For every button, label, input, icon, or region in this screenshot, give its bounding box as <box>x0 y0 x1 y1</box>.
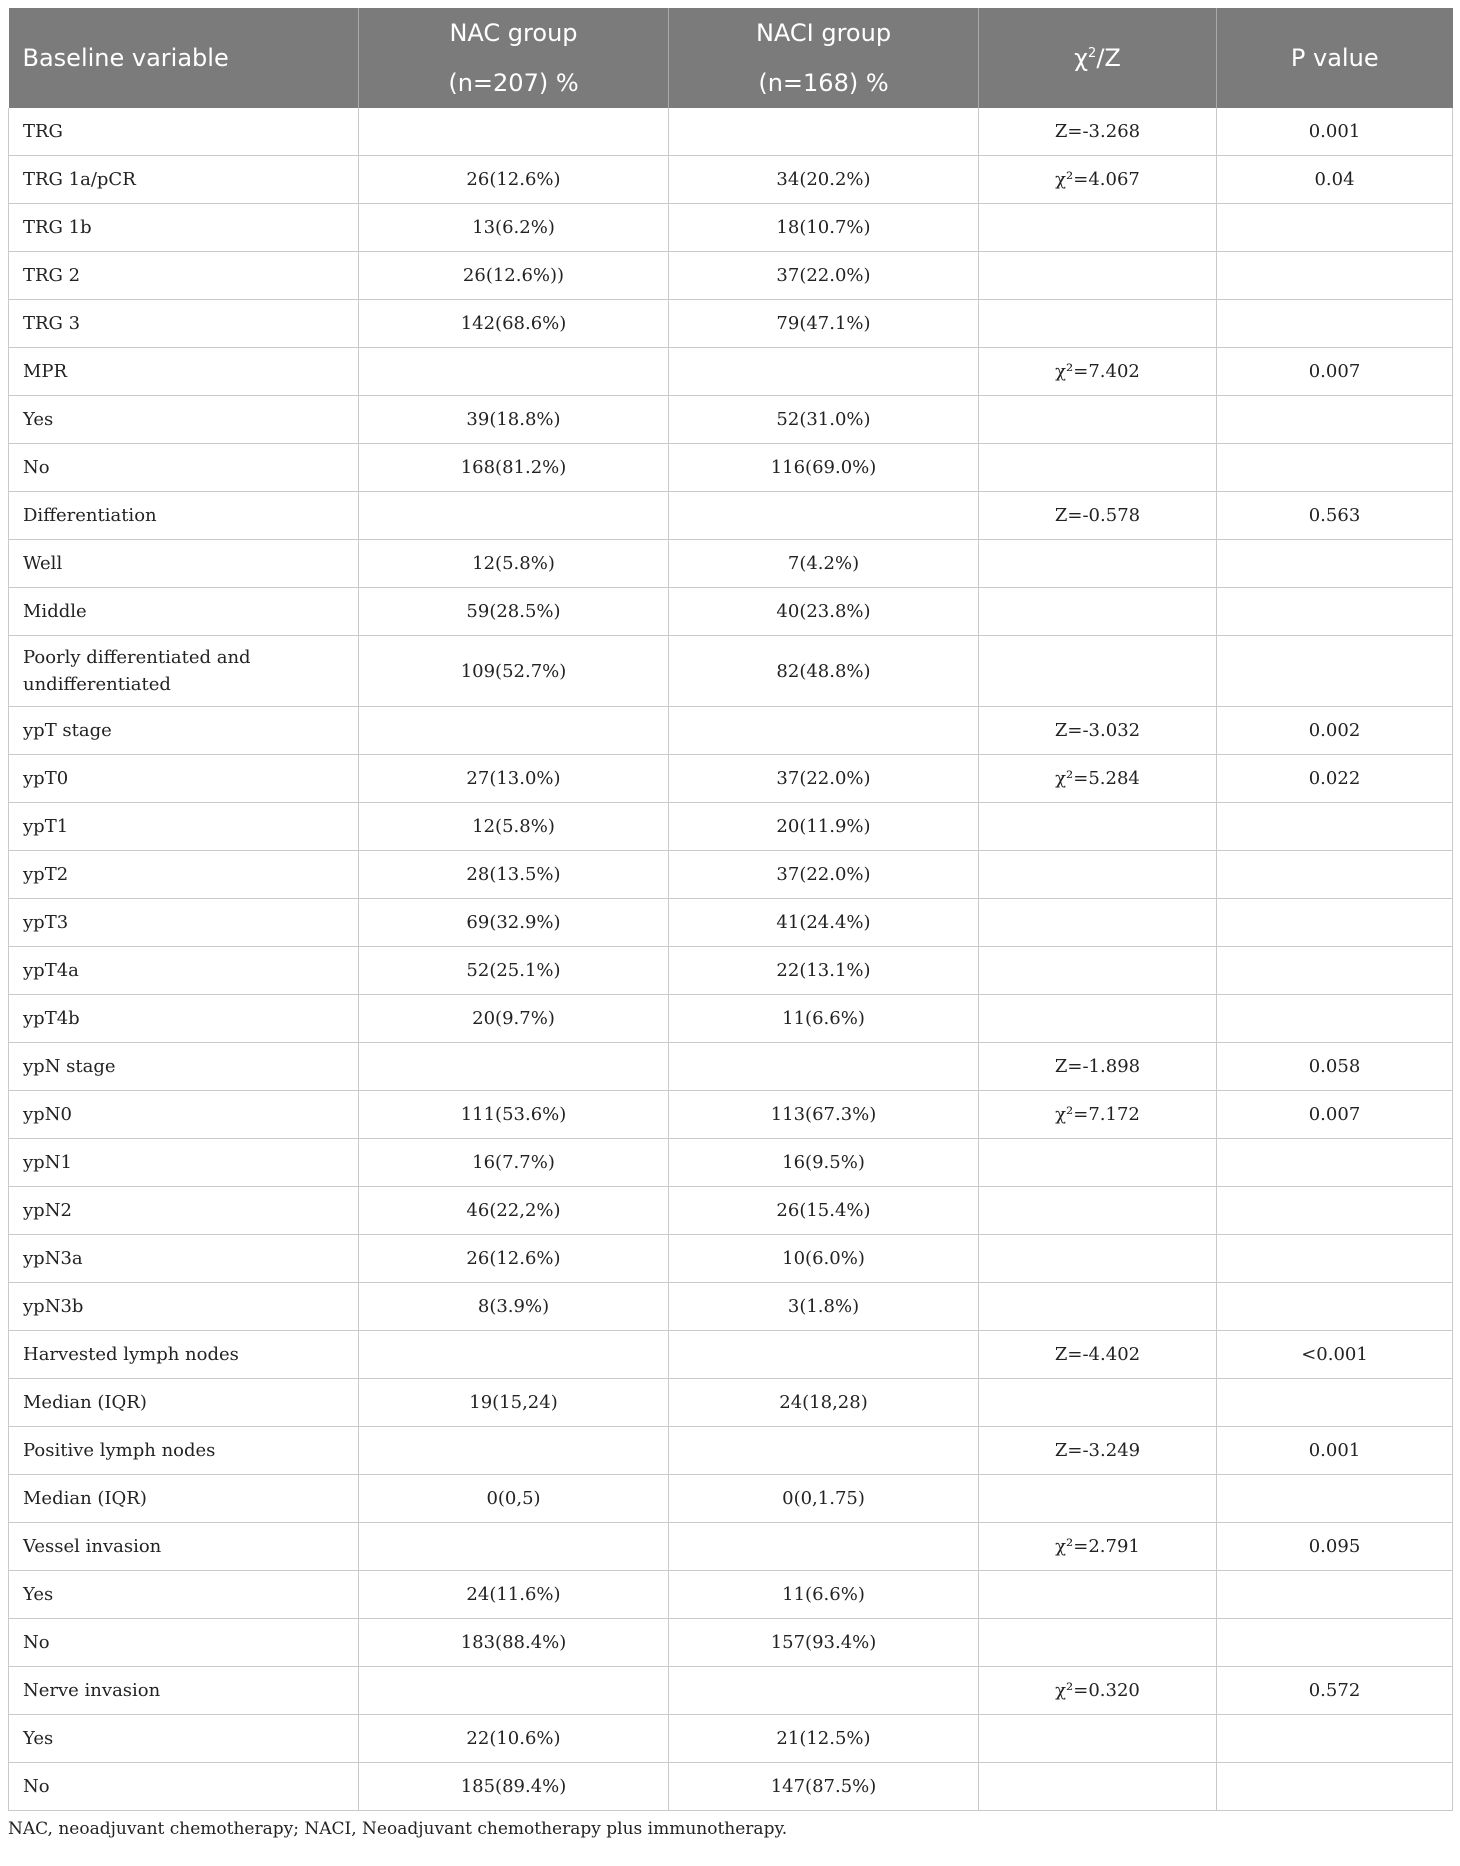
nac-value: 27(13.0%) <box>359 755 669 803</box>
table-row <box>9 1427 1453 1475</box>
row-label: Differentiation <box>9 492 359 540</box>
nac-value <box>359 108 669 156</box>
nac-value: 16(7.7%) <box>359 1139 669 1187</box>
naci-value <box>669 707 979 755</box>
p-value <box>1217 396 1453 444</box>
row-label: MPR <box>9 348 359 396</box>
header-stat-tail: /Z <box>1096 44 1121 72</box>
row-label: ypT stage <box>9 707 359 755</box>
nac-value: 0(0,5) <box>359 1475 669 1523</box>
table-row <box>9 1139 1453 1187</box>
nac-value: 24(11.6%) <box>359 1571 669 1619</box>
p-value: 0.002 <box>1217 707 1453 755</box>
naci-value: 24(18,28) <box>669 1379 979 1427</box>
naci-value <box>669 348 979 396</box>
naci-value <box>669 1427 979 1475</box>
baseline-table <box>8 8 1453 1811</box>
stat-value: Z=-0.578 <box>979 492 1217 540</box>
row-label: Yes <box>9 1571 359 1619</box>
stat-value: Z=-3.249 <box>979 1427 1217 1475</box>
header-naci <box>669 8 979 108</box>
stat-value: Z=-3.268 <box>979 108 1217 156</box>
table-row <box>9 1379 1453 1427</box>
table-row <box>9 995 1453 1043</box>
nac-value: 168(81.2%) <box>359 444 669 492</box>
nac-value <box>359 1043 669 1091</box>
nac-value <box>359 348 669 396</box>
stat-value: χ²=4.067 <box>979 156 1217 204</box>
stat-value: χ²=0.320 <box>979 1667 1217 1715</box>
table-row <box>9 1331 1453 1379</box>
naci-value: 40(23.8%) <box>669 588 979 636</box>
row-label: Vessel invasion <box>9 1523 359 1571</box>
row-label: Median (IQR) <box>9 1379 359 1427</box>
nac-value <box>359 1427 669 1475</box>
p-value <box>1217 995 1453 1043</box>
naci-value: 26(15.4%) <box>669 1187 979 1235</box>
nac-value <box>359 1331 669 1379</box>
stat-value <box>979 803 1217 851</box>
p-value <box>1217 1283 1453 1331</box>
nac-value <box>359 1523 669 1571</box>
nac-value: 22(10.6%) <box>359 1715 669 1763</box>
stat-value <box>979 396 1217 444</box>
stat-value <box>979 444 1217 492</box>
p-value <box>1217 1763 1453 1811</box>
p-value: 0.058 <box>1217 1043 1453 1091</box>
row-label: Yes <box>9 396 359 444</box>
naci-value <box>669 1331 979 1379</box>
stat-value <box>979 1187 1217 1235</box>
nac-value: 69(32.9%) <box>359 899 669 947</box>
p-value: 0.001 <box>1217 108 1453 156</box>
row-label: Middle <box>9 588 359 636</box>
nac-value <box>359 492 669 540</box>
table-row <box>9 396 1453 444</box>
p-value: 0.007 <box>1217 1091 1453 1139</box>
row-label: TRG <box>9 108 359 156</box>
nac-value: 59(28.5%) <box>359 588 669 636</box>
row-label: Median (IQR) <box>9 1475 359 1523</box>
row-label: ypN3a <box>9 1235 359 1283</box>
naci-value: 18(10.7%) <box>669 204 979 252</box>
table-row <box>9 108 1453 156</box>
stat-value <box>979 995 1217 1043</box>
row-label: Harvested lymph nodes <box>9 1331 359 1379</box>
naci-value: 11(6.6%) <box>669 1571 979 1619</box>
stat-value: Z=-3.032 <box>979 707 1217 755</box>
p-value: 0.001 <box>1217 1427 1453 1475</box>
naci-value <box>669 492 979 540</box>
table-row <box>9 1523 1453 1571</box>
p-value <box>1217 803 1453 851</box>
header-naci-line1: NACI group <box>755 19 892 47</box>
p-value: 0.563 <box>1217 492 1453 540</box>
nac-value: 26(12.6%) <box>359 1235 669 1283</box>
stat-value <box>979 1139 1217 1187</box>
header-nac-line2: (n=207) % <box>448 69 579 97</box>
stat-value <box>979 1715 1217 1763</box>
p-value <box>1217 444 1453 492</box>
naci-value: 16(9.5%) <box>669 1139 979 1187</box>
naci-value: 21(12.5%) <box>669 1715 979 1763</box>
p-value <box>1217 1379 1453 1427</box>
naci-value: 22(13.1%) <box>669 947 979 995</box>
table-row <box>9 947 1453 995</box>
naci-value <box>669 1523 979 1571</box>
table-row <box>9 540 1453 588</box>
naci-value: 20(11.9%) <box>669 803 979 851</box>
p-value <box>1217 1235 1453 1283</box>
row-label: ypT0 <box>9 755 359 803</box>
row-label: ypT4b <box>9 995 359 1043</box>
row-label: Positive lymph nodes <box>9 1427 359 1475</box>
header-naci-line2: (n=168) % <box>758 69 889 97</box>
p-value <box>1217 851 1453 899</box>
naci-value: 52(31.0%) <box>669 396 979 444</box>
p-value: 0.572 <box>1217 1667 1453 1715</box>
nac-value <box>359 1667 669 1715</box>
stat-value <box>979 540 1217 588</box>
naci-value: 37(22.0%) <box>669 851 979 899</box>
table-row <box>9 1235 1453 1283</box>
table-row <box>9 444 1453 492</box>
stat-value <box>979 1571 1217 1619</box>
p-value <box>1217 1715 1453 1763</box>
table-row <box>9 1475 1453 1523</box>
stat-value <box>979 588 1217 636</box>
row-label: No <box>9 444 359 492</box>
nac-value: 183(88.4%) <box>359 1619 669 1667</box>
row-label: Yes <box>9 1715 359 1763</box>
footnote: NAC, neoadjuvant chemotherapy; NACI, Neoadjuvant chemotherapy plus immunotherapy. <box>8 1819 788 1839</box>
naci-value: 34(20.2%) <box>669 156 979 204</box>
nac-value: 26(12.6%)) <box>359 252 669 300</box>
table-row <box>9 156 1453 204</box>
p-value <box>1217 1139 1453 1187</box>
row-label: TRG 1b <box>9 204 359 252</box>
stat-value: χ²=7.402 <box>979 348 1217 396</box>
table-row <box>9 1283 1453 1331</box>
naci-value: 157(93.4%) <box>669 1619 979 1667</box>
p-value: 0.04 <box>1217 156 1453 204</box>
stat-value <box>979 252 1217 300</box>
p-value: 0.022 <box>1217 755 1453 803</box>
p-value <box>1217 899 1453 947</box>
p-value <box>1217 636 1453 707</box>
naci-value: 0(0,1.75) <box>669 1475 979 1523</box>
nac-value: 8(3.9%) <box>359 1283 669 1331</box>
nac-value: 52(25.1%) <box>359 947 669 995</box>
stat-value <box>979 851 1217 899</box>
naci-value: 41(24.4%) <box>669 899 979 947</box>
p-value <box>1217 204 1453 252</box>
stat-value <box>979 300 1217 348</box>
row-label: Well <box>9 540 359 588</box>
nac-value: 13(6.2%) <box>359 204 669 252</box>
header-nac <box>359 8 669 108</box>
header-pvalue: P value <box>1217 8 1453 108</box>
nac-value: 111(53.6%) <box>359 1091 669 1139</box>
table-row <box>9 1619 1453 1667</box>
table-row <box>9 1571 1453 1619</box>
table-row <box>9 588 1453 636</box>
table-row <box>9 1091 1453 1139</box>
table-row <box>9 300 1453 348</box>
nac-value: 109(52.7%) <box>359 636 669 707</box>
p-value: 0.007 <box>1217 348 1453 396</box>
row-label: ypT2 <box>9 851 359 899</box>
row-label: ypN2 <box>9 1187 359 1235</box>
stat-value <box>979 1283 1217 1331</box>
naci-value <box>669 108 979 156</box>
nac-value: 20(9.7%) <box>359 995 669 1043</box>
row-label: ypT3 <box>9 899 359 947</box>
header-stat <box>979 8 1217 108</box>
row-label: No <box>9 1763 359 1811</box>
stat-value <box>979 1235 1217 1283</box>
row-label: ypT4a <box>9 947 359 995</box>
stat-value <box>979 899 1217 947</box>
table-row <box>9 636 1453 707</box>
nac-value: 12(5.8%) <box>359 803 669 851</box>
table-row <box>9 899 1453 947</box>
stat-value <box>979 204 1217 252</box>
stat-value: χ²=7.172 <box>979 1091 1217 1139</box>
naci-value: 37(22.0%) <box>669 252 979 300</box>
table-body <box>9 108 1453 1811</box>
table-row <box>9 1715 1453 1763</box>
p-value <box>1217 1619 1453 1667</box>
p-value: <0.001 <box>1217 1331 1453 1379</box>
p-value <box>1217 1475 1453 1523</box>
p-value <box>1217 1187 1453 1235</box>
table-header <box>9 8 1453 108</box>
table-row <box>9 1187 1453 1235</box>
header-stat-sup: 2 <box>1088 46 1097 61</box>
header-baseline: Baseline variable <box>9 8 359 108</box>
naci-value: 82(48.8%) <box>669 636 979 707</box>
naci-value: 79(47.1%) <box>669 300 979 348</box>
row-label: TRG 1a/pCR <box>9 156 359 204</box>
naci-value: 10(6.0%) <box>669 1235 979 1283</box>
stat-value: Z=-4.402 <box>979 1331 1217 1379</box>
nac-value: 12(5.8%) <box>359 540 669 588</box>
nac-value: 46(22,2%) <box>359 1187 669 1235</box>
naci-value: 147(87.5%) <box>669 1763 979 1811</box>
p-value <box>1217 252 1453 300</box>
naci-value: 37(22.0%) <box>669 755 979 803</box>
p-value <box>1217 588 1453 636</box>
nac-value: 142(68.6%) <box>359 300 669 348</box>
stat-value: χ²=5.284 <box>979 755 1217 803</box>
naci-value: 7(4.2%) <box>669 540 979 588</box>
p-value <box>1217 300 1453 348</box>
naci-value: 11(6.6%) <box>669 995 979 1043</box>
row-label: Nerve invasion <box>9 1667 359 1715</box>
stat-value <box>979 1475 1217 1523</box>
table-row <box>9 348 1453 396</box>
nac-value: 185(89.4%) <box>359 1763 669 1811</box>
stat-value: Z=-1.898 <box>979 1043 1217 1091</box>
naci-value <box>669 1667 979 1715</box>
table-row <box>9 492 1453 540</box>
stat-value <box>979 1619 1217 1667</box>
naci-value: 116(69.0%) <box>669 444 979 492</box>
header-stat-base: χ <box>1074 44 1089 72</box>
p-value <box>1217 540 1453 588</box>
table-row <box>9 1763 1453 1811</box>
table-row <box>9 252 1453 300</box>
table-row <box>9 755 1453 803</box>
stat-value: χ²=2.791 <box>979 1523 1217 1571</box>
row-label: ypT1 <box>9 803 359 851</box>
stat-value <box>979 636 1217 707</box>
table-row <box>9 1667 1453 1715</box>
p-value <box>1217 947 1453 995</box>
nac-value: 19(15,24) <box>359 1379 669 1427</box>
p-value: 0.095 <box>1217 1523 1453 1571</box>
naci-value: 3(1.8%) <box>669 1283 979 1331</box>
row-label: TRG 2 <box>9 252 359 300</box>
row-label: No <box>9 1619 359 1667</box>
nac-value: 39(18.8%) <box>359 396 669 444</box>
row-label: ypN3b <box>9 1283 359 1331</box>
table-row <box>9 1043 1453 1091</box>
table-container <box>8 8 1452 1839</box>
naci-value <box>669 1043 979 1091</box>
stat-value <box>979 1763 1217 1811</box>
naci-value: 113(67.3%) <box>669 1091 979 1139</box>
table-row <box>9 204 1453 252</box>
row-label: ypN stage <box>9 1043 359 1091</box>
row-label: ypN0 <box>9 1091 359 1139</box>
header-nac-line1: NAC group <box>449 19 578 47</box>
table-row <box>9 803 1453 851</box>
row-label: ypN1 <box>9 1139 359 1187</box>
table-row <box>9 851 1453 899</box>
table-row <box>9 707 1453 755</box>
row-label: TRG 3 <box>9 300 359 348</box>
nac-value: 26(12.6%) <box>359 156 669 204</box>
nac-value: 28(13.5%) <box>359 851 669 899</box>
row-label: Poorly differentiated and undifferentiated <box>9 636 359 707</box>
nac-value <box>359 707 669 755</box>
p-value <box>1217 1571 1453 1619</box>
stat-value <box>979 947 1217 995</box>
stat-value <box>979 1379 1217 1427</box>
